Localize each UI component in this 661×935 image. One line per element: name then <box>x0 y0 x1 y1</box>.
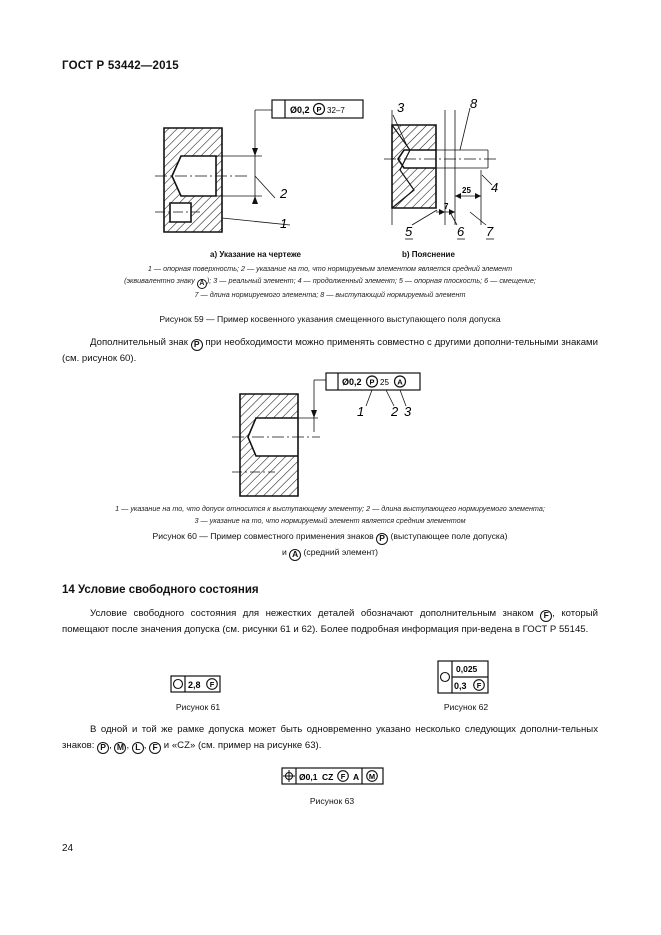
fig59-callout-3: 3 <box>397 100 405 115</box>
para3-symbol-l: L <box>132 742 144 754</box>
fig60-caption <box>62 529 598 561</box>
fig60-frame-length: 25 <box>380 378 389 387</box>
fig59-legend-symbol-a: A <box>197 279 207 289</box>
para3-text-a: В одной и той же рамке допуска может быть одновременно указано несколько следующих дополни-тельных знаков: <box>62 724 598 751</box>
fig60-caption-a: Рисунок 60 — Пример совместного применения знаков <box>152 531 377 541</box>
fig63-mod1: F <box>340 772 346 781</box>
fig60-caption-line2 <box>62 545 598 561</box>
paragraph-2 <box>62 606 598 638</box>
para2-text-a: Условие свободного состояния для нежестких деталей обозначают дополнительным знаком <box>90 608 541 619</box>
para3-text-b: и «CZ» (см. пример на рисунке 63). <box>161 739 322 751</box>
fig59-frame-length: 32–7 <box>327 106 345 115</box>
para1-text-a: Дополнительный знак <box>90 337 191 348</box>
fig60-legend-line1: 1 — указание на то, что допуск относится к выступающему элементу; 2 — длина выступающего нормируемого элемента; <box>115 504 545 513</box>
fig60-frame-value: Ø0,2 <box>342 377 362 387</box>
fig59-callout-1: 1 <box>280 216 288 231</box>
fig60-caption-symbol-a: A <box>289 549 301 561</box>
fig59-part-right <box>384 108 498 225</box>
fig59-callout-7: 7 <box>486 224 494 239</box>
figure-60 <box>0 360 661 505</box>
fig59-tolerance-frame <box>272 100 363 118</box>
page-number: 24 <box>62 843 74 854</box>
fig63-cz: CZ <box>322 772 334 782</box>
para1-text-b: при необходимости можно применять совместно с другими дополни-тельными знаками (см. рисунок 60). <box>62 337 599 364</box>
fig59-callout-4: 4 <box>491 180 499 195</box>
para3-symbol-m: M <box>114 742 126 754</box>
roundness-icon <box>174 680 183 689</box>
fig63-value: Ø0,1 <box>299 772 318 782</box>
fig62-top-value: 0,025 <box>456 664 478 674</box>
fig59-legend-line3: 7 — длина нормируемого элемента; 8 — выступающий нормируемый элемент <box>194 290 466 299</box>
fig59-part-left <box>155 110 290 232</box>
fig59-callout-6: 6 <box>457 224 465 239</box>
para3-symbol-p: P <box>97 742 109 754</box>
fig60-caption-d: (средний элемент) <box>301 547 379 557</box>
fig62-bottom-value: 0,3 <box>454 681 467 691</box>
para3-symbol-f: F <box>149 742 161 754</box>
fig59-callout-5: 5 <box>405 224 413 239</box>
fig63-caption: Рисунок 63 <box>309 796 355 806</box>
fig60-caption-symbol-p: P <box>376 533 388 545</box>
roundness-icon <box>441 673 450 682</box>
fig60-tolerance-frame <box>326 373 420 406</box>
fig60-caption-line1 <box>62 529 598 545</box>
para1-symbol-p: P <box>191 339 203 351</box>
fig63-mod2: M <box>368 772 376 781</box>
fig60-caption-b: (выступающее поле допуска) <box>388 531 508 541</box>
fig59-legend-line1: 1 — опорная поверхность; 2 — указание на то, что нормируемым элементом является средний элемент <box>147 264 513 273</box>
position-icon <box>283 770 295 782</box>
fig59-dim-7: 7 <box>444 202 449 211</box>
document-header: ГОСТ Р 53442—2015 <box>62 60 179 72</box>
fig60-legend <box>62 503 598 527</box>
fig59-frame-modifier: P <box>316 105 322 114</box>
fig59-legend <box>70 263 590 301</box>
fig59-legend-line2 <box>70 275 590 289</box>
fig59-callout-8: 8 <box>470 96 478 111</box>
fig62-mod: F <box>476 681 482 690</box>
fig61-value: 2,8 <box>188 680 201 690</box>
fig60-callout-2: 2 <box>391 404 399 419</box>
figure-61-frame <box>170 674 226 694</box>
fig60-frame-mod1: P <box>369 377 375 387</box>
figure-63-frame <box>281 766 385 786</box>
figure-62-frame <box>437 659 497 695</box>
fig59-frame-value: Ø0,2 <box>290 105 310 115</box>
fig61-mod: F <box>209 680 215 689</box>
fig59-caption: Рисунок 59 — Пример косвенного указания смещенного выступающего поля допуска <box>159 314 501 324</box>
para2-text-b: , который помещают после значения допуска (см. рисунки 61 и 62). Более подробная информация при-ведена в ГОСТ Р 55145. <box>62 608 598 635</box>
fig62-caption: Рисунок 62 <box>443 702 489 712</box>
fig59-subcaption-b: b) Пояснение <box>402 250 455 259</box>
paragraph-3: В одной и той же рамке допуска может быть одновременно указано несколько следующих дополни-тельных знаков: P , M , L , F и «CZ» (см. пример на рисунке 63). <box>62 724 598 752</box>
fig59-dim-25: 25 <box>462 186 471 195</box>
fig60-caption-c: и <box>281 547 290 557</box>
section-14-title: 14 Условие свободного состояния <box>62 584 259 596</box>
fig60-callout-1: 1 <box>357 404 365 419</box>
para2-symbol-f: F <box>540 610 552 622</box>
fig60-part <box>232 380 326 496</box>
fig60-frame-mod2: A <box>397 377 403 387</box>
fig63-datum: A <box>353 772 360 782</box>
fig60-legend-line2: 3 — указание на то, что нормируемый элемент является средним элементом <box>194 516 466 525</box>
fig61-caption: Рисунок 61 <box>175 702 221 712</box>
fig59-legend-line2b: ); 3 — реальный элемент; 4 — продолженный элемент; 5 — опорная плоскость; 6 — смещение; <box>206 276 536 285</box>
fig60-callout-3: 3 <box>404 404 412 419</box>
fig59-callout-2: 2 <box>280 186 288 201</box>
fig59-subcaption-a: a) Указание на чертеже <box>210 250 301 259</box>
fig59-legend-line2a: (эквивалентно знаку <box>124 276 197 285</box>
